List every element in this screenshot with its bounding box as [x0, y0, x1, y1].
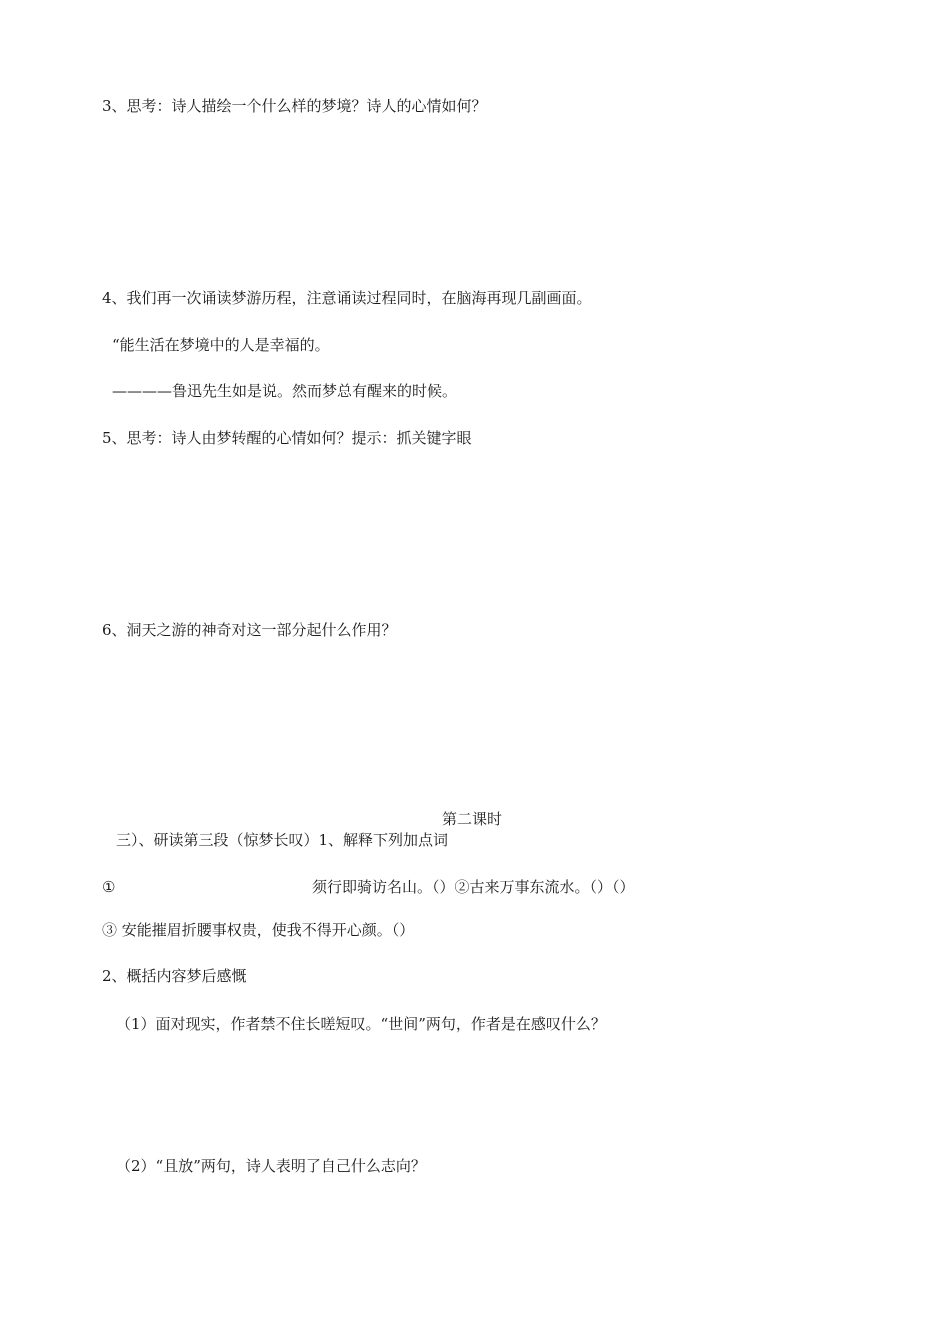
question-2: 2、概括内容梦后感慨 — [102, 967, 247, 985]
question-6: 6、洞天之游的神奇对这一部分起什么作用？ — [102, 621, 397, 639]
sub-question-2: （2）“且放”两句，诗人表明了自己什么志向？ — [116, 1157, 426, 1175]
question-3: 3、思考：诗人描绘一个什么样的梦境？诗人的心情如何？ — [102, 97, 487, 115]
section-heading: 三）、研读第三段（惊梦长叹）1、解释下列加点词 — [116, 831, 449, 849]
item-1-marker: ① — [102, 878, 116, 896]
sub-question-1: （1）面对现实，作者禁不住长嗟短叹。“世间”两句，作者是在感叹什么？ — [116, 1015, 606, 1033]
question-4: 4、我们再一次诵读梦游历程，注意诵读过程同时，在脑海再现几副画面。 — [102, 289, 592, 307]
quote-attribution: ————鲁迅先生如是说。然而梦总有醒来的时候。 — [112, 382, 458, 400]
item-3: ③ 安能摧眉折腰事权贵，使我不得开心颜。（） — [102, 921, 415, 939]
lesson-title: 第二课时 — [442, 810, 503, 828]
quote: “能生活在梦境中的人是幸福的。 — [112, 336, 330, 354]
question-5: 5、思考：诗人由梦转醒的心情如何？提示：抓关键字眼 — [102, 429, 472, 447]
item-1-text: 须行即骑访名山。（）②古来万事东流水。（）（） — [312, 878, 635, 896]
